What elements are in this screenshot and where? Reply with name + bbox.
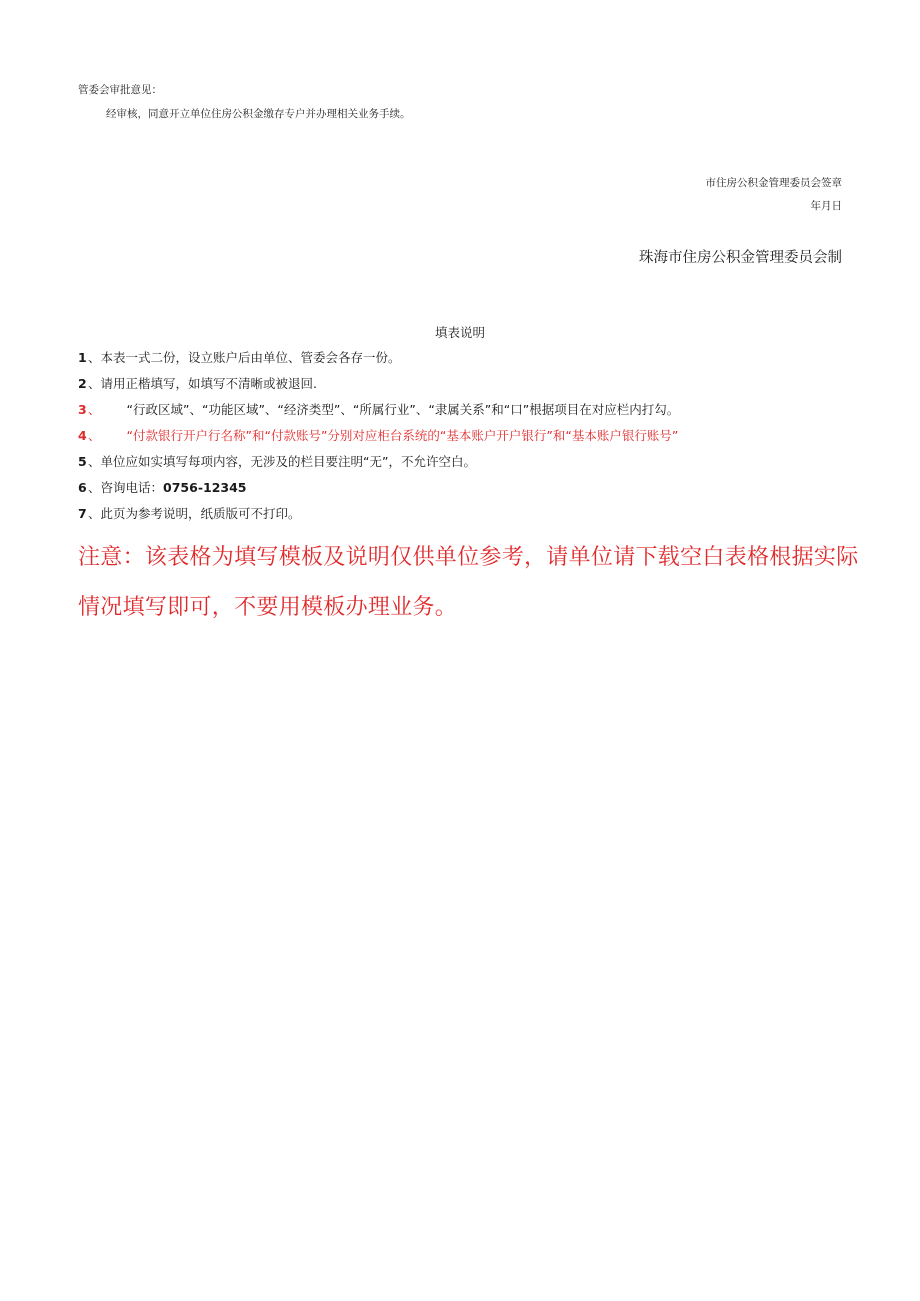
item-number: 2 — [78, 376, 87, 391]
approval-opinion: 经审核，同意开立单位住房公积金缴存专户并办理相关业务手续。 — [106, 108, 411, 120]
instruction-item-4 — [78, 426, 678, 444]
phone-number: 0756-12345 — [163, 480, 247, 495]
notice-line-2: 情况填写即可，不要用模板办理业务。 — [78, 595, 458, 620]
item-text: “行政区域”、“功能区域”、“经济类型”、“所属行业”、“隶属关系”和“口”根据项目在对应栏内打勾。 — [126, 402, 680, 417]
notice-line-1: 注意：该表格为填写模板及说明仅供单位参考，请单位请下载空白表格根据实际 — [78, 545, 859, 570]
item-separator: 、 — [88, 402, 101, 417]
item-text: 咨询电话： — [100, 480, 164, 495]
item-separator: 、 — [88, 376, 101, 391]
instruction-item-2 — [78, 374, 317, 392]
item-separator: 、 — [88, 428, 101, 443]
item-number: 4 — [78, 428, 87, 443]
item-text: 请用正楷填写，如填写不清晰或被退回. — [100, 376, 317, 391]
item-separator: 、 — [88, 480, 101, 495]
instruction-item-5 — [78, 452, 476, 470]
signature-line: 市住房公积金管理委员会签章 — [705, 177, 842, 189]
item-number: 3 — [78, 402, 87, 417]
issuer-line: 珠海市住房公积金管理委员会制 — [639, 250, 842, 266]
item-text: 此页为参考说明，纸质版可不打印。 — [100, 506, 301, 521]
item-separator: 、 — [88, 454, 101, 469]
item-separator: 、 — [88, 506, 101, 521]
item-text: “付款银行开户行名称”和“付款账号”分别对应柜台系统的“基本账户开户银行”和“基本账户银行账号” — [126, 428, 679, 443]
instruction-item-6 — [78, 478, 247, 496]
item-number: 6 — [78, 480, 87, 495]
date-line: 年月日 — [810, 200, 842, 212]
instruction-item-1 — [78, 348, 401, 366]
item-text: 本表一式二份，设立账户后由单位、管委会各存一份。 — [100, 350, 401, 365]
instruction-item-3 — [78, 400, 679, 418]
item-separator: 、 — [88, 350, 101, 365]
item-number: 7 — [78, 506, 87, 521]
instruction-item-7 — [78, 504, 301, 522]
item-number: 1 — [78, 350, 87, 365]
item-text: 单位应如实填写每项内容，无涉及的栏目要注明“无”，不允许空白。 — [100, 454, 476, 469]
instructions-title: 填表说明 — [434, 325, 485, 340]
item-number: 5 — [78, 454, 87, 469]
approval-heading: 管委会审批意见： — [78, 84, 162, 96]
